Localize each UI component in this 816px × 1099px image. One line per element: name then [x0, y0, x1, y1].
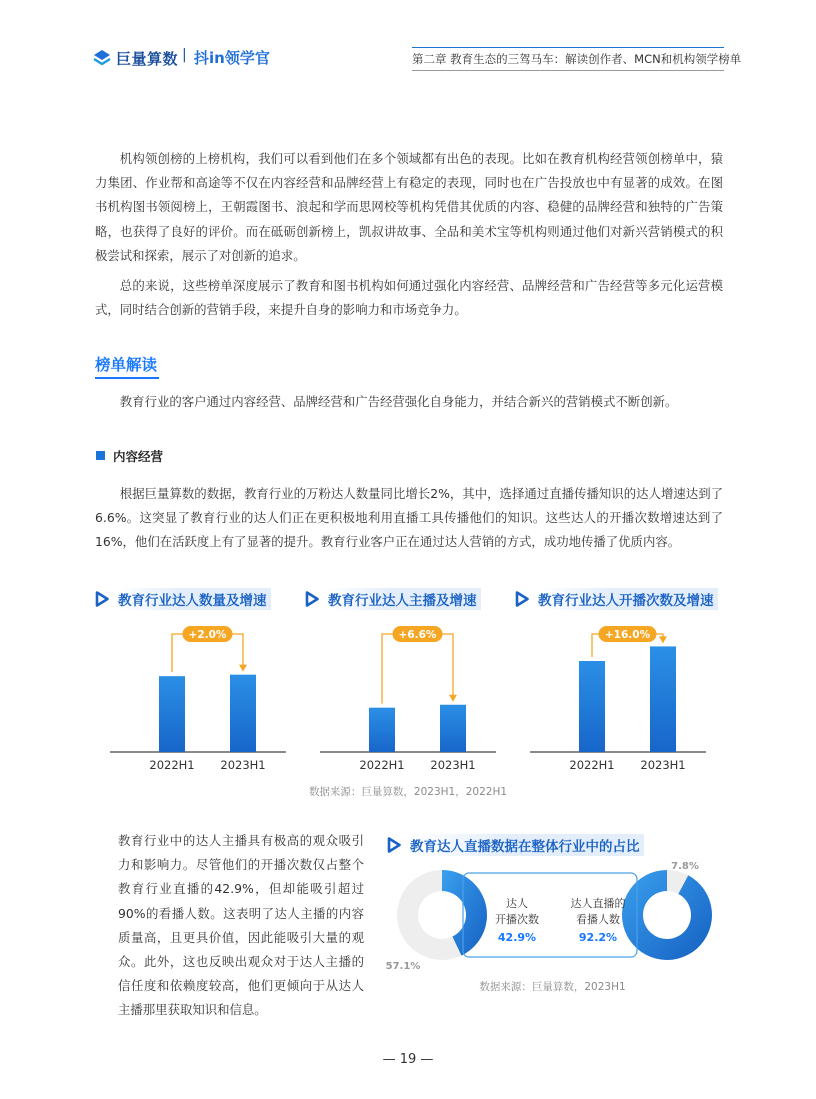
triangle-play-icon [95, 591, 109, 607]
x-tick-label: 2023H1 [220, 758, 266, 772]
page-number: — 19 — [382, 1052, 434, 1067]
bar [369, 708, 395, 752]
x-tick-label: 2022H1 [569, 758, 615, 772]
data-source-note-2: 数据来源：巨量算数，2023H1 [479, 981, 626, 993]
triangle-play-icon [305, 591, 319, 607]
donut-label-line1: 达人直播的 [570, 897, 626, 910]
chart-title-text: 教育行业达人开播次数及增速 [538, 588, 718, 610]
donut-value-label: 42.9% [497, 931, 537, 944]
donut-charts [385, 855, 720, 975]
paragraph-1: 机构领创榜的上榜机构，我们可以看到他们在多个领域都有出色的表现。比如在教育机构经营领创榜单中，猿力集团、作业帮和高途等不仅在内容经营和品牌经营上有稳定的表现，同时也在广告投放也中有显著的成效。在图书机构图书领阅榜上，王朝霞图书、浪起和学而思网校等机构凭借其优质的内容、稳健的品牌经营和独特的广告策略，也获得了良好的评价。而在砥砺创新榜上，凯叔讲故事、全品和美术宝等机构则通过他们对新兴营销模式的积极尝试和探索，展示了对创新的追求。 [95, 151, 723, 263]
triangle-play-icon [515, 591, 529, 607]
x-tick-label: 2023H1 [640, 758, 686, 772]
paragraph-5: 教育行业中的达人主播具有极高的观众吸引力和影响力。尽管他们的开播次数仅占整个教育行业直播的42.9%，但却能吸引超过90%的看播人数。这表明了达人主播的内容质量高，且更具价值，因此能吸引大量的观众。此外，这也反映出观众对于达人主播的信任度和依赖度较高，他们更倾向于从达人主播那里获取知识和信息。 [118, 833, 364, 1018]
donut-value-label: 92.2% [578, 931, 618, 944]
x-tick-label: 2022H1 [359, 758, 405, 772]
growth-bracket [382, 634, 453, 704]
section-title: 榜单解读 [95, 356, 158, 374]
growth-label: +6.6% [398, 629, 437, 641]
donut-label-line2: 看播人数 [576, 913, 620, 926]
chart-title-2 [305, 588, 481, 610]
header-rule-top [412, 47, 724, 48]
bar [230, 675, 256, 752]
paragraph-4: 根据巨量算数的数据，教育行业的万粉达人数量同比增长2%，其中，选择通过直播传播知识的达人增速达到了6.6%。这突显了教育行业的达人们正在更积极地利用直播工具传播他们的知识。这些达人的开播次数增速达到了16%，他们在活跃度上有了显著的提升。教育行业客户正在通过达人营销的方式，成功地传播了优质内容。 [95, 486, 723, 550]
growth-arrow-icon [449, 695, 457, 702]
subsection-title: 内容经营 [113, 449, 164, 464]
data-source-note-1: 数据来源：巨量算数，2023H1，2022H1 [308, 786, 508, 798]
growth-arrow-icon [659, 636, 667, 643]
growth-arrow-icon [239, 665, 247, 672]
chart-title-1 [95, 588, 271, 610]
paragraph-3: 教育行业的客户通过内容经营、品牌经营和广告经营强化自身能力，并结合新兴的营销模式不断创新。 [119, 394, 678, 409]
chart-title-text: 教育达人直播数据在整体行业中的占比 [410, 834, 644, 856]
donut-rest-label: 57.1% [385, 961, 421, 972]
chart-title-text: 教育行业达人数量及增速 [118, 588, 271, 610]
chart-title-3 [515, 588, 718, 610]
bar-charts [100, 612, 720, 782]
growth-label: +16.0% [604, 629, 651, 641]
brand-separator: | [182, 47, 187, 63]
bar [579, 661, 605, 752]
brand-partner-logo: 抖in领学官 [194, 49, 270, 67]
donut-label-line1: 达人 [506, 897, 528, 910]
juliang-logo-icon [93, 49, 111, 67]
section-title-underline [95, 377, 159, 379]
donut-rest-label: 7.8% [671, 861, 699, 872]
bar [159, 676, 185, 752]
triangle-play-icon [387, 837, 401, 853]
growth-label: +2.0% [188, 629, 227, 641]
chapter-title: 第二章 教育生态的三驾马车：解读创作者、MCN和机构领学榜单 [412, 52, 742, 66]
x-tick-label: 2023H1 [430, 758, 476, 772]
chart-title-text: 教育行业达人主播及增速 [328, 588, 481, 610]
header-rule-bottom [412, 70, 724, 71]
paragraph-2: 总的来说，这些榜单深度展示了教育和图书机构如何通过强化内容经营、品牌经营和广告经营等多元化运营模式，同时结合创新的营销手段，来提升自身的影响力和市场竞争力。 [95, 278, 723, 318]
bar [440, 705, 466, 752]
donut-label-line2: 开播次数 [495, 913, 539, 926]
subsection-square-icon [96, 451, 105, 460]
bar [650, 646, 676, 752]
brand-name: 巨量算数 [116, 50, 179, 68]
chart-title-4 [387, 834, 644, 856]
x-tick-label: 2022H1 [149, 758, 195, 772]
